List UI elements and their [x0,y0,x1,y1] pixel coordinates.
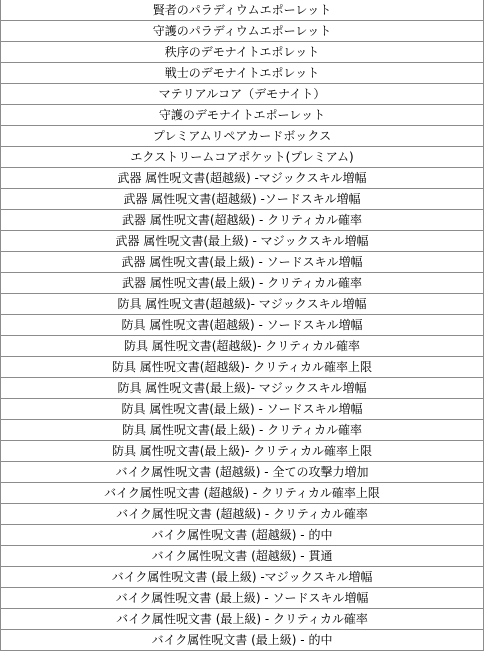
item-name-cell: 武器 属性呪文書(超越級) -マジックスキル増幅 [1,168,484,189]
table-row [1,189,484,210]
table-row [1,588,484,609]
item-name-cell: 防具 属性呪文書(超越級) - ソードスキル増幅 [1,315,484,336]
item-name-cell: バイク属性呪文書 (最上級) -マジックスキル増幅 [1,567,484,588]
table-row [1,0,484,21]
item-name-cell: 防具 属性呪文書(最上級)- クリティカル確率上限 [1,441,484,462]
item-name-cell: バイク属性呪文書 (超越級) - 貫通 [1,546,484,567]
item-name-cell: 戦士のデモナイトエポレット [1,63,484,84]
item-name-cell: バイク属性呪文書 (超越級) - 的中 [1,525,484,546]
table-row [1,441,484,462]
item-name-cell: バイク属性呪文書 (最上級) - クリティカル確率 [1,609,484,630]
item-name-cell: 賢者のパラディウムエポーレット [1,0,484,21]
item-name-cell: バイク属性呪文書 (最上級) - ソードスキル増幅 [1,588,484,609]
table-row [1,42,484,63]
item-name-cell: 防具 属性呪文書(超越級)- クリティカル確率上限 [1,357,484,378]
table-row [1,210,484,231]
item-list-body [1,0,484,651]
table-row [1,273,484,294]
table-row [1,21,484,42]
item-name-cell: バイク属性呪文書 (超越級) - クリティカル確率上限 [1,483,484,504]
table-row [1,567,484,588]
item-name-cell: 武器 属性呪文書(超越級) - クリティカル確率 [1,210,484,231]
table-row [1,252,484,273]
item-name-cell: 武器 属性呪文書(最上級) - ソードスキル増幅 [1,252,484,273]
table-row [1,378,484,399]
table-row [1,420,484,441]
item-name-cell: 防具 属性呪文書(超越級)- マジックスキル増幅 [1,294,484,315]
item-name-cell: 防具 属性呪文書(最上級) - クリティカル確率 [1,420,484,441]
table-row [1,168,484,189]
table-row [1,294,484,315]
item-name-cell: バイク属性呪文書 (最上級) - 的中 [1,630,484,651]
table-row [1,63,484,84]
table-row [1,630,484,651]
item-name-cell: 武器 属性呪文書(超越級) -ソードスキル増幅 [1,189,484,210]
table-row [1,609,484,630]
table-row [1,462,484,483]
item-name-cell: 武器 属性呪文書(最上級) - クリティカル確率 [1,273,484,294]
item-name-cell: 防具 属性呪文書(最上級)- マジックスキル増幅 [1,378,484,399]
item-name-cell: 守護のデモナイトエポーレット [1,105,484,126]
table-row [1,546,484,567]
table-row [1,399,484,420]
item-name-cell: バイク属性呪文書 (超越級) - クリティカル確率 [1,504,484,525]
table-row [1,315,484,336]
item-name-cell: 武器 属性呪文書(最上級) - マジックスキル増幅 [1,231,484,252]
item-name-cell: バイク属性呪文書 (超越級) - 全ての攻撃力増加 [1,462,484,483]
item-name-cell: 守護のパラディウムエポーレット [1,21,484,42]
table-row [1,84,484,105]
table-row [1,147,484,168]
table-row [1,357,484,378]
item-name-cell: 防具 属性呪文書(超越級)- クリティカル確率 [1,336,484,357]
item-name-cell: 秩序のデモナイトエポレット [1,42,484,63]
item-name-cell: エクストリームコアポケット(プレミアム) [1,147,484,168]
table-row [1,231,484,252]
table-row [1,504,484,525]
item-name-cell: 防具 属性呪文書(最上級) - ソードスキル増幅 [1,399,484,420]
table-row [1,105,484,126]
table-row [1,483,484,504]
item-name-cell: プレミアムリペアカードボックス [1,126,484,147]
item-name-cell: マテリアルコア（デモナイト） [1,84,484,105]
table-row [1,126,484,147]
table-row [1,336,484,357]
table-row [1,525,484,546]
